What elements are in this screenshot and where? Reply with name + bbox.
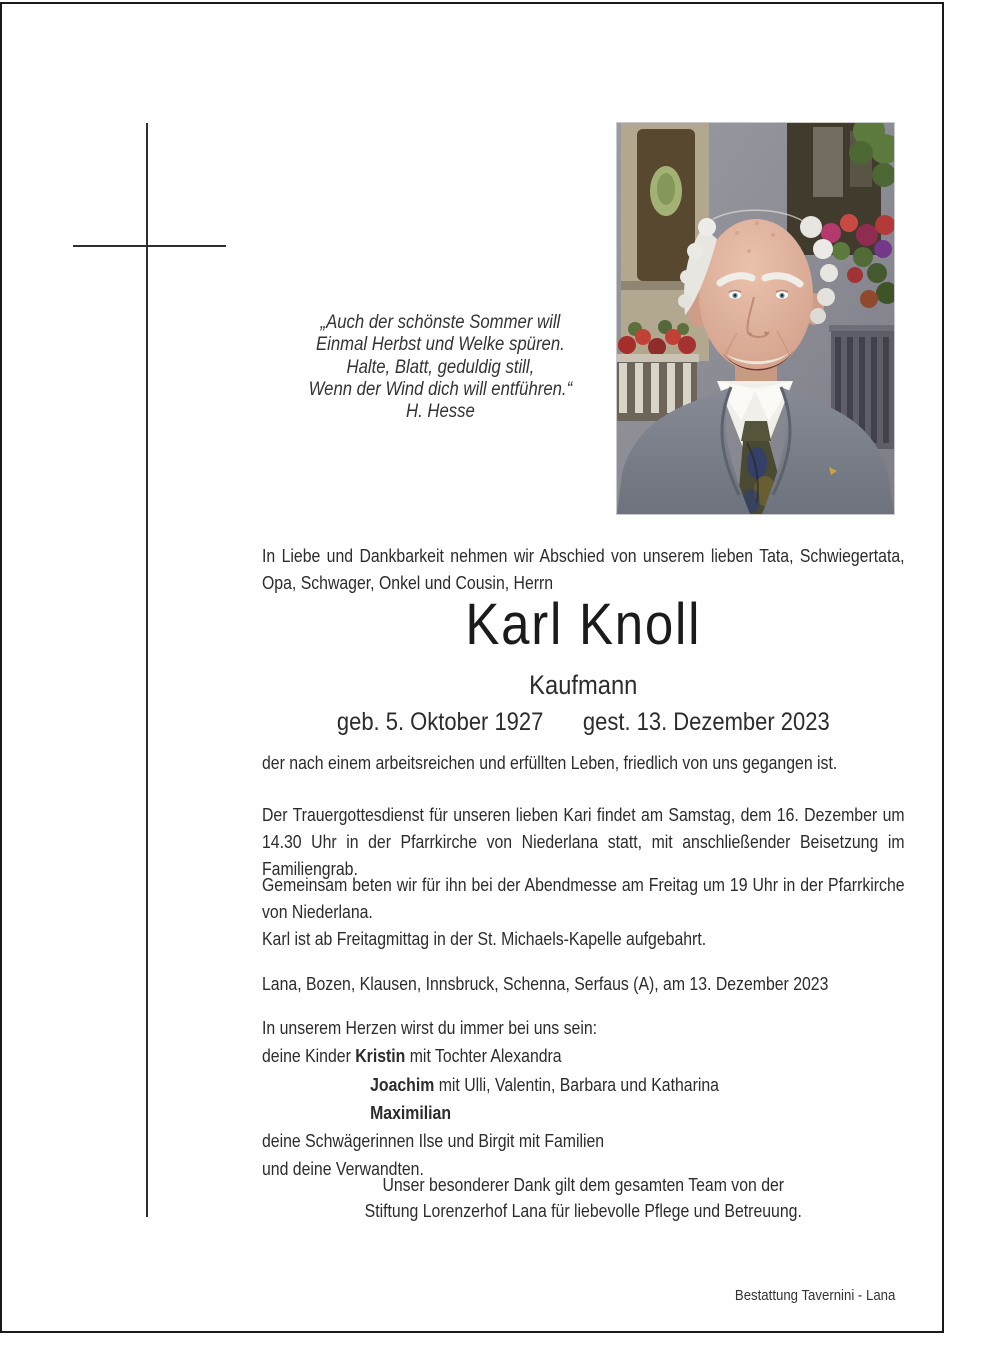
portrait-photo: [616, 122, 895, 515]
death-date: gest. 13. Dezember 2023: [582, 708, 830, 736]
children-prefix: deine Kinder: [262, 1046, 356, 1067]
cross-icon-bar: [73, 245, 226, 247]
family-line-child3: [262, 1099, 905, 1127]
quote-line: Halte, Blatt, geduldig still,: [346, 356, 535, 378]
deceased-name: Karl Knoll: [465, 592, 702, 657]
quote-attribution: H. Hesse: [406, 401, 475, 423]
profession: Kaufmann: [529, 670, 638, 700]
quote-line: Wenn der Wind dich will entführen.“: [308, 378, 573, 400]
child-name: Maximilian: [370, 1102, 452, 1123]
child-name: Joachim: [370, 1074, 435, 1095]
family-section: [262, 1014, 905, 1184]
family-line-children: [262, 1042, 905, 1070]
family-line-sisters-in-law: deine Schwägerinnen Ilse und Birgit mit Familien: [262, 1131, 605, 1152]
thanks-line: Stiftung Lorenzerhof Lana für liebevolle Pflege und Betreuung.: [364, 1201, 802, 1221]
life-dates: [262, 707, 905, 737]
intro-paragraph: In Liebe und Dankbarkeit nehmen wir Abschied von unserem lieben Tata, Schwiegertata, Opa, Schwager, Onkel und Cousin, Herrn: [262, 546, 905, 593]
thanks-line: Unser besonderer Dank gilt dem gesamten Team von der: [382, 1175, 785, 1195]
family-line-relatives: und deine Verwandten.: [262, 1159, 424, 1180]
quote-line: Einmal Herbst und Welke spüren.: [316, 334, 565, 356]
service-paragraph: Der Trauergottesdienst für unseren lieben Kari findet am Samstag, dem 16. Dezember um 14.30 Uhr in der Pfarrkirche von Niederlana statt, mit anschließender Beisetzung im Familiengrab.: [262, 805, 905, 879]
places-date-line: Lana, Bozen, Klausen, Innsbruck, Schenna, Serfaus (A), am 13. Dezember 2023: [262, 974, 829, 994]
prayer-paragraph: Gemeinsam beten wir für ihn bei der Abendmesse am Freitag um 19 Uhr in der Pfarrkirche von Niederlana.: [262, 875, 905, 922]
child-name: Kristin: [355, 1046, 406, 1067]
quote-line: „Auch der schönste Sommer will: [320, 312, 561, 333]
cross-icon: [146, 123, 148, 1217]
thanks-paragraph: [262, 1172, 905, 1224]
child-rest: mit Tochter Alexandra: [405, 1046, 562, 1067]
memorial-quote: [260, 312, 621, 423]
funeral-home-footer: Bestattung Tavernini - Lana: [734, 1287, 896, 1304]
laid-out-note: Karl ist ab Freitagmittag in der St. Michaels-Kapelle aufgebahrt.: [262, 929, 707, 949]
child-rest: mit Ulli, Valentin, Barbara und Katharina: [434, 1074, 719, 1095]
family-line-child2: [262, 1071, 905, 1099]
portrait-photo-illustration: [617, 123, 894, 514]
birth-date: geb. 5. Oktober 1927: [336, 708, 544, 736]
passing-line: der nach einem arbeitsreichen und erfüllten Leben, friedlich von uns gegangen ist.: [262, 753, 838, 773]
family-intro-line: In unserem Herzen wirst du immer bei uns sein:: [262, 1018, 598, 1038]
